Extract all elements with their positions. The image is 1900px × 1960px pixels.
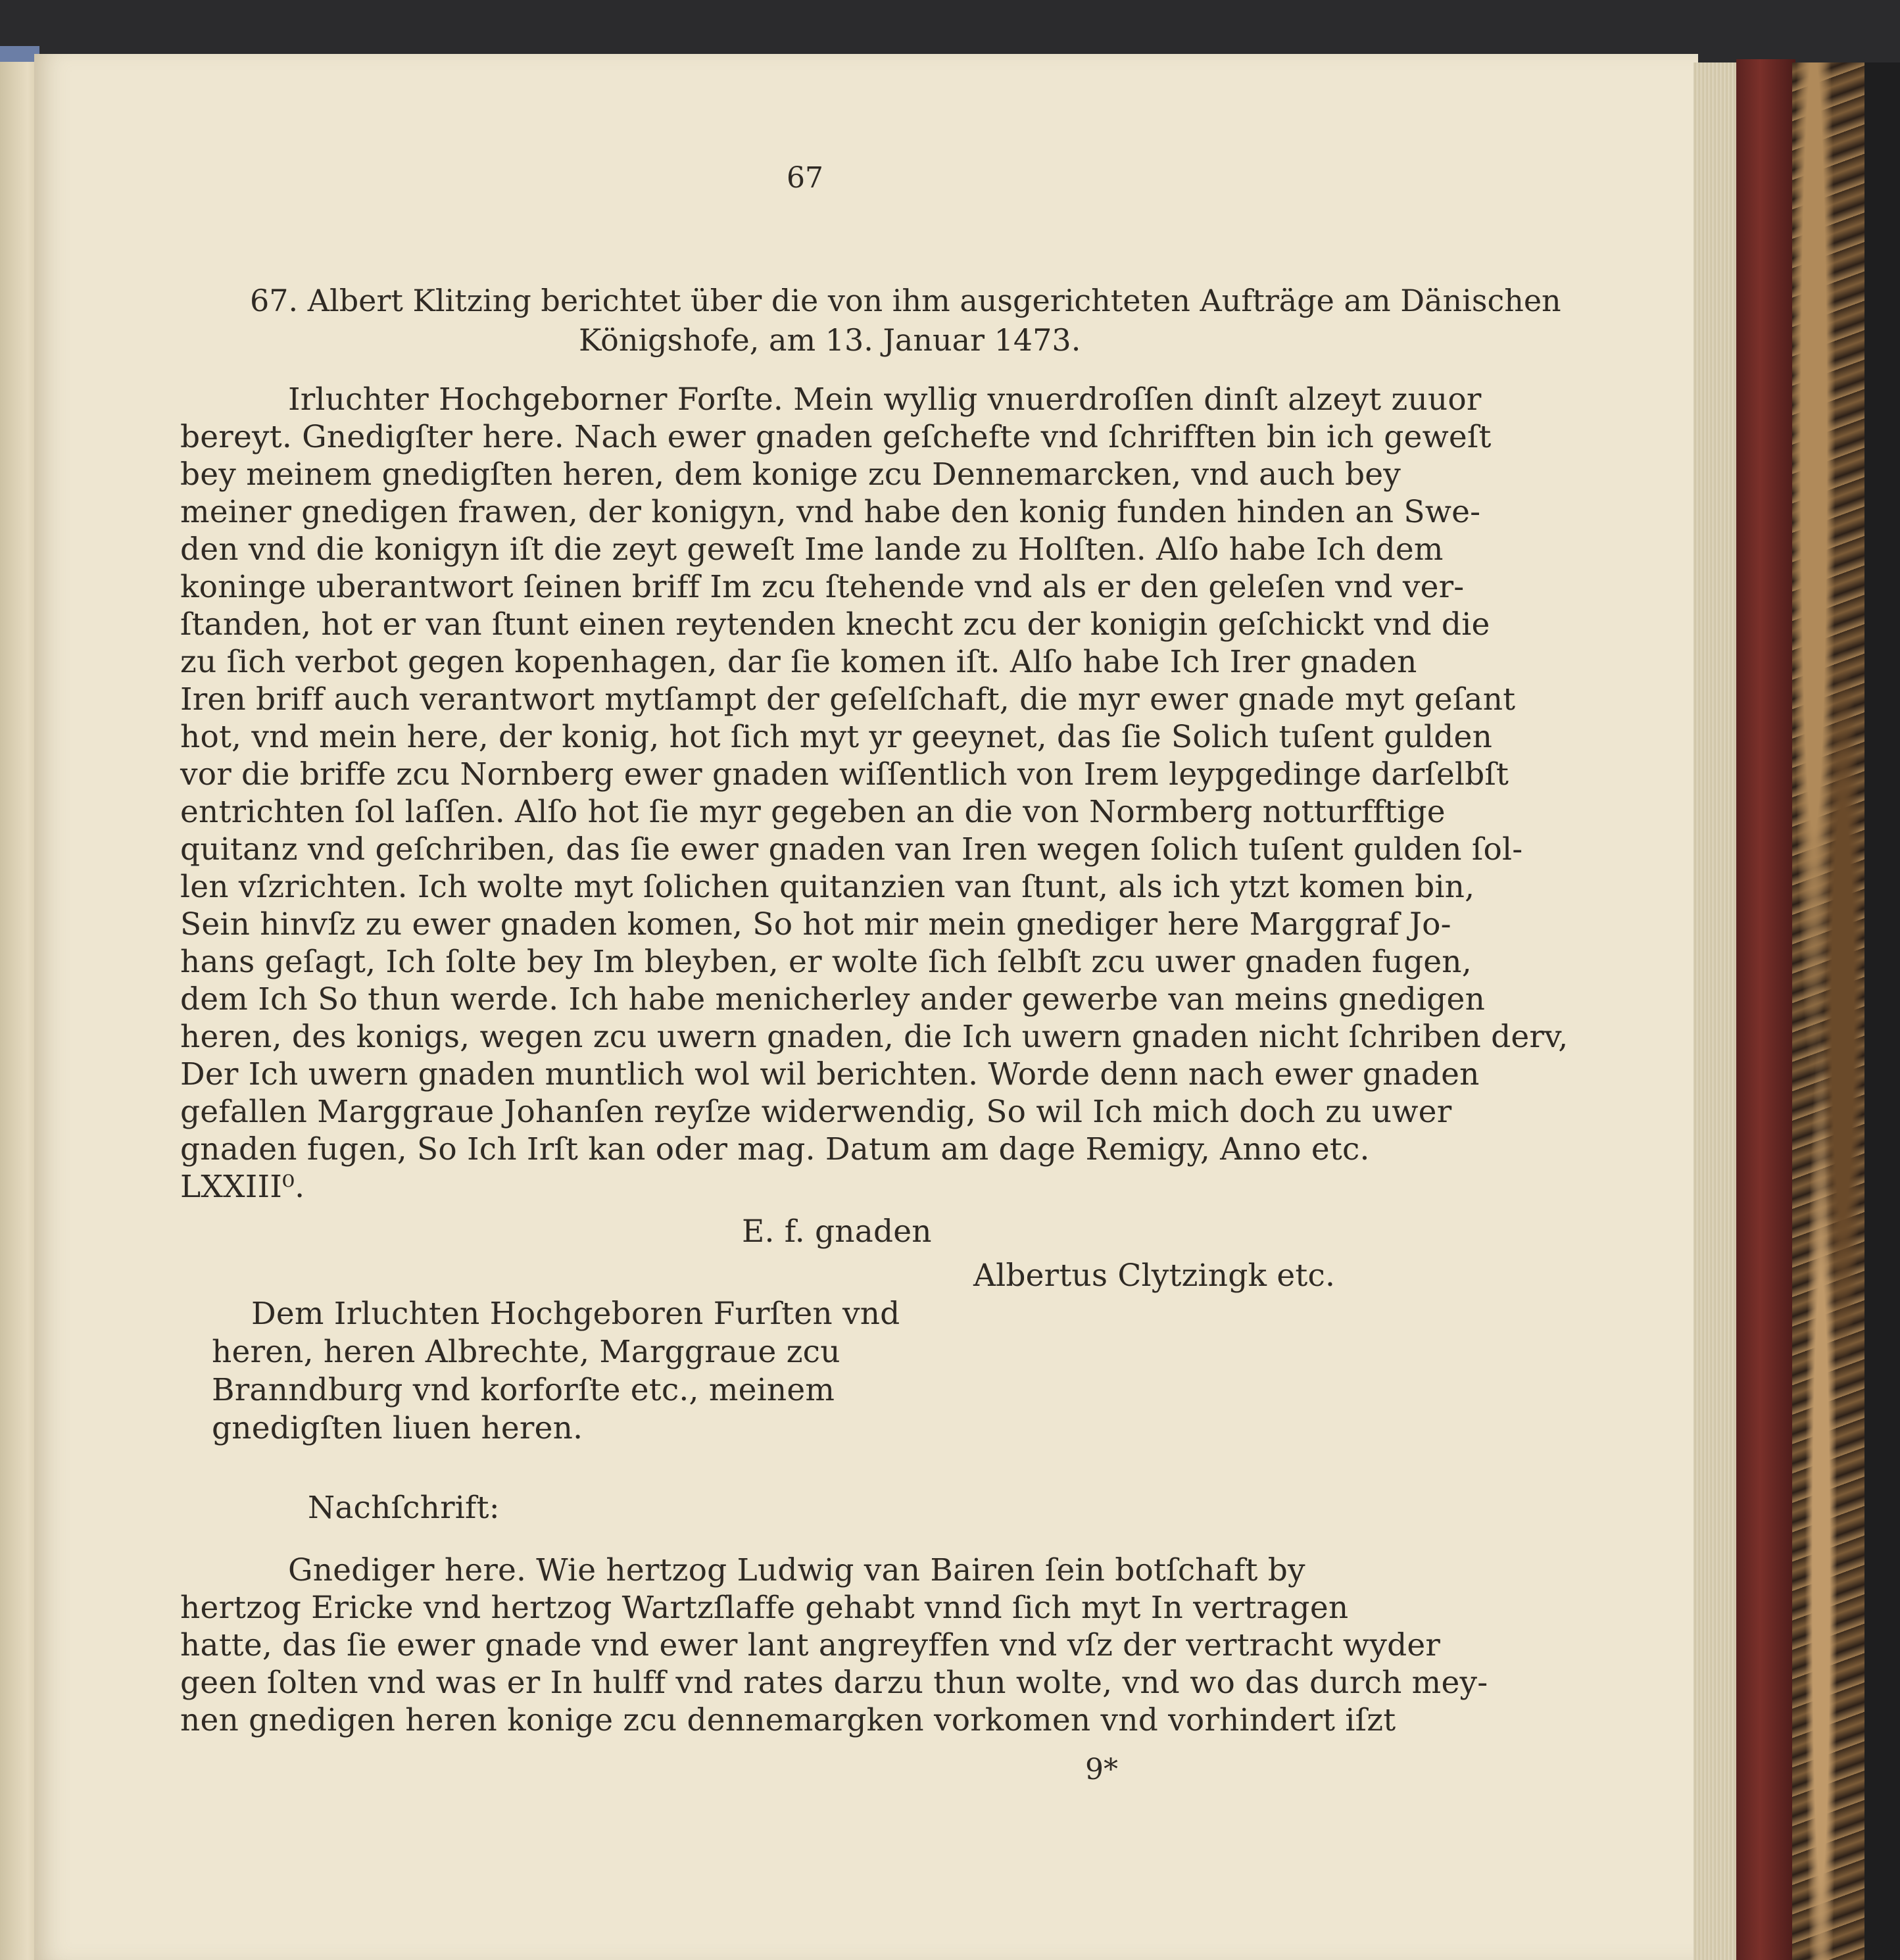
previous-page-edge <box>0 46 39 1960</box>
letter-line: koninge uberantwort ſeinen briff Im zcu ſtehende vnd als er den geleſen vnd ver- <box>180 569 1465 605</box>
address-line: heren, heren Albrechte, Marggraue zcu <box>212 1334 840 1370</box>
document-heading-line-2: Königshofe, am 13. Januar 1473. <box>579 322 1081 358</box>
postscript-line: hertzog Ericke vnd hertzog Wartzſlaffe gehabt vnnd ſich myt In vertragen <box>180 1590 1349 1626</box>
signature: Albertus Clytzingk etc. <box>973 1258 1336 1294</box>
letter-line: entrichten ſol laſſen. Alſo hot ſie myr gegeben an die von Normberg notturfftige <box>180 794 1446 830</box>
letter-line: Der Ich uwern gnaden muntlich wol wil berichten. Worde denn nach ewer gnaden <box>180 1056 1480 1092</box>
signature-mark: 9* <box>1085 1753 1118 1786</box>
postscript-line: hatte, das ſie ewer gnade vnd ewer lant angreyffen vnd vſz der vertracht wyder <box>180 1627 1441 1663</box>
postscript-label: Nachſchrift: <box>308 1490 500 1526</box>
letter-line: Iren briff auch verantwort mytſampt der geſelſchaft, die myr ewer gnade myt geſant <box>180 681 1516 718</box>
document-heading-line-1: 67. Albert Klitzing berichtet über die von ihm ausgerichteten Aufträge am Dänischen <box>250 283 1561 318</box>
binding-thread <box>0 46 39 62</box>
letter-line: Sein hinvſz zu ewer gnaden komen, So hot mir mein gnediger here Marggraf Jo- <box>180 906 1451 943</box>
address-line: Dem Irluchten Hochgeboren Furſten vnd <box>251 1296 900 1332</box>
letter-line: quitanz vnd geſchriben, das ſie ewer gnaden van Iren wegen ſolich tuſent gulden ſol- <box>180 831 1523 868</box>
letter-line: bereyt. Gnedigſter here. Nach ewer gnaden geſchefte vnd ſchrifften bin ich geweſt <box>180 419 1492 455</box>
letter-line: bey meinem gnedigſten heren, dem konige zcu Dennemarcken, vnd auch bey <box>180 456 1401 493</box>
postscript-line: Gnediger here. Wie hertzog Ludwig van Bairen ſein botſchaft by <box>288 1552 1305 1588</box>
letter-line: heren, des konigs, wegen zcu uwern gnaden, die Ich uwern gnaden nicht ſchriben derv, <box>180 1019 1569 1055</box>
background-right <box>1864 62 1900 1960</box>
letter-line: vor die briffe zcu Nornberg ewer gnaden wiſſentlich von Irem leypgedinge darſelbſt <box>180 756 1509 793</box>
letter-line: den vnd die konigyn iſt die zeyt geweſt Ime lande zu Holſten. Alſo habe Ich dem <box>180 531 1444 568</box>
letter-line: hot, vnd mein here, der konig, hot ſich myt yr geeynet, das ſie Solich tuſent gulden <box>180 719 1493 755</box>
letter-line: zu ſich verbot gegen kopenhagen, dar ſie komen iſt. Alſo habe Ich Irer gnaden <box>180 644 1417 680</box>
letter-line: dem Ich So thun werde. Ich habe menicherley ander gewerbe van meins gnedigen <box>180 981 1486 1017</box>
address-line: gnedigſten liuen heren. <box>212 1410 583 1446</box>
address-line: Branndburg vnd korforſte etc., meinem <box>212 1372 835 1408</box>
letter-line: meiner gnedigen frawen, der konigyn, vnd habe den konig funden hinden an Swe- <box>180 494 1481 530</box>
page-number: 67 <box>787 161 823 195</box>
closing-greeting: E. f. gnaden <box>742 1213 932 1250</box>
letter-line: Irluchter Hochgeborner Forſte. Mein wyllig vnuerdroſſen dinſt alzeyt zuuor <box>288 381 1482 418</box>
book-cover-edge <box>1736 59 1795 1960</box>
marbled-cover <box>1792 62 1864 1960</box>
postscript-line: geen ſolten vnd was er In hulff vnd rates darzu thun wolte, vnd wo das durch mey- <box>180 1665 1488 1701</box>
letter-line: ſtanden, hot er van ſtunt einen reytenden knecht zcu der konigin geſchickt vnd die <box>180 606 1490 643</box>
letter-line: LXXIII⁰. <box>180 1169 305 1205</box>
letter-line: gnaden fugen, So Ich Irſt kan oder mag. Datum am dage Remigy, Anno etc. <box>180 1131 1370 1167</box>
postscript-line: nen gnedigen heren konige zcu dennemargken vorkomen vnd vorhindert iſzt <box>180 1702 1396 1738</box>
letter-line: len vſzrichten. Ich wolte myt ſolichen quitanzien van ſtunt, als ich ytzt komen bin, <box>180 869 1475 905</box>
letter-line: gefallen Marggraue Johanſen reyſze widerwendig, So wil Ich mich doch zu uwer <box>180 1094 1452 1130</box>
letter-line: hans geſagt, Ich ſolte bey Im bleyben, er wolte ſich ſelbſt zcu uwer gnaden fugen, <box>180 944 1472 980</box>
